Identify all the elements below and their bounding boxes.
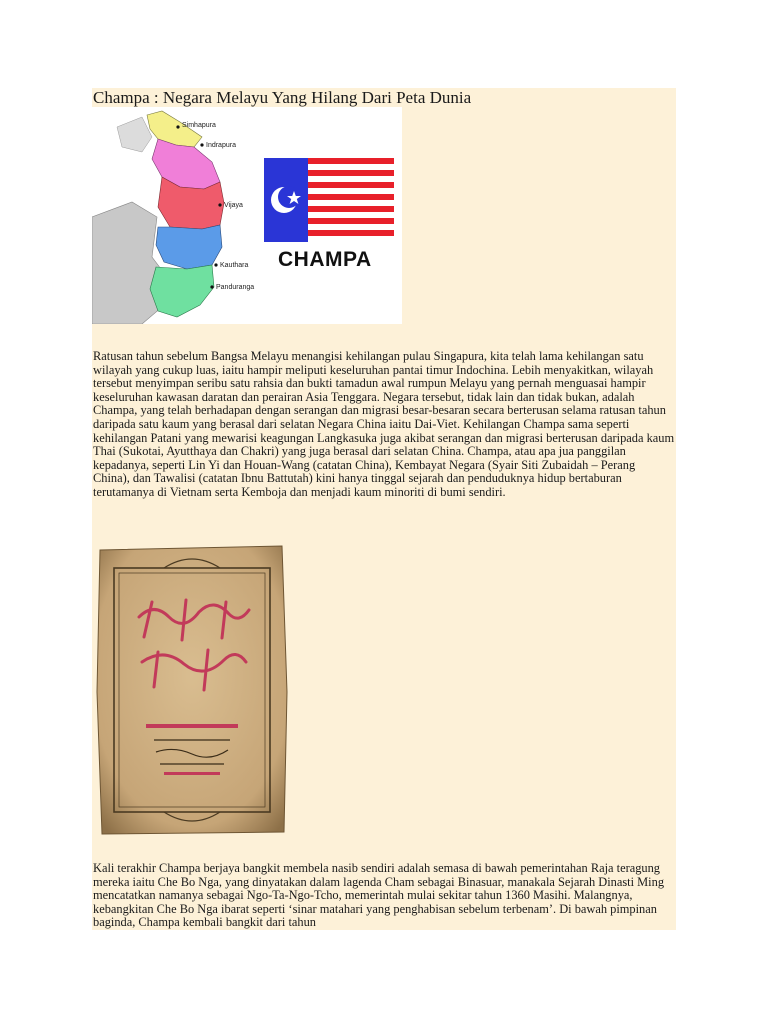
- paragraph-1: Ratusan tahun sebelum Bangsa Melayu menangisi kehilangan pulau Singapura, kita telah lama kehilangan satu wilayah yang cukup luas, iaitu hampir meliputi keseluruhan pantai timur Indochina. Lebih menyakitkan, wilayah tersebut menyimpan seribu satu rahsia dan bukti tamadun awal rumpun Melayu yang pernah menguasai hampir keseluruhan kawasan daratan dan perairan Asia Tenggara. Negara tersebut, tidak lain dan tidak bukan, adalah Champa, yang telah berhadapan dengan serangan dan migrasi besar-besaran secara berterusan selama ratusan tahun daripada satu kaum yang berasal dari selatan Negara China iaitu Dai-Viet. Kehilangan Champa sama seperti kehilangan Patani yang mewarisi keagungan Langkasuka juga akibat serangan dan migrasi berterusan daripada kaum Thai (Sukotai, Ayutthaya dan Chakri) yang juga berasal dari selatan China. Champa, atau apa jua panggilan kepadanya, seperti Lin Yi dan Houan-Wang (catatan China), Kembayat Negara (Syair Siti Zubaidah – Perang China), dan Tawalisi (catatan Ibnu Battutah) kini hanya tinggal sejarah dan penduduknya hidup bertaburan terutamanya di Vietnam serta Kemboja dan menjadi kaum minoriti di bumi sendiri.: [93, 349, 675, 499]
- paragraph-2: Kali terakhir Champa berjaya bangkit membela nasib sendiri adalah semasa di bawah pemerintahan Raja teragung mereka iaitu Che Bo Nga, yang dinyatakan dalam lagenda Cham sebagai Binasuar, manakala Sejarah Dinasti Ming mencatatkan namanya sebagai Ngo-Ta-Ngo-Tcho, memerintah mulai sekitar tahun 1360 Masihi. Malangnya, kebangkitan Che Bo Nga ibarat seperti ‘sinar matahari yang penghabisan sebelum terbenam’. Di bawah pimpinan baginda, Champa kembali bangkit dari tahun: [93, 861, 665, 930]
- map-label-simhapura: Simhapura: [182, 122, 216, 129]
- book-cover-image: [94, 542, 290, 836]
- map-label-panduranga: Panduranga: [216, 284, 255, 291]
- map-label-kauthara: Kauthara: [220, 262, 249, 269]
- champa-flag-image: [264, 158, 394, 242]
- map-region-kauthara: [156, 225, 222, 269]
- map-label-vijaya: Vijaya: [224, 202, 243, 209]
- page-title: Champa : Negara Melayu Yang Hilang Dari Peta Dunia: [93, 88, 472, 107]
- document-page: [92, 88, 676, 930]
- map-label-indrapura: Indrapura: [206, 142, 236, 149]
- flag-caption: CHAMPA: [278, 248, 372, 271]
- map-region-other: [92, 202, 167, 324]
